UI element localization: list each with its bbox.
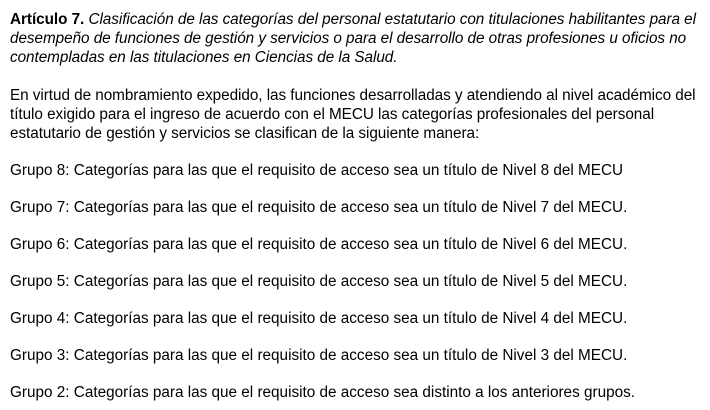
article-heading	[10, 10, 710, 67]
group-item-4: Grupo 4: Categorías para las que el requisito de acceso sea un título de Nivel 4 del MECU.	[10, 310, 628, 327]
group-item-8: Grupo 8: Categorías para las que el requisito de acceso sea un título de Nivel 8 del MECU	[10, 162, 624, 179]
intro-paragraph: En virtud de nombramiento expedido, las funciones desarrolladas y atendiendo al nivel académico del título exigido para el ingreso de acuerdo con el MECU las categorías profesionales del personal estatutario de gestión y servicios se clasifican de la siguiente manera:	[10, 87, 696, 142]
document-body	[10, 10, 710, 402]
group-item-2: Grupo 2: Categorías para las que el requisito de acceso sea distinto a los anteriores grupos.	[10, 384, 635, 401]
article-title: Clasificación de las categorías del personal estatutario con titulaciones habilitantes para el desempeño de funciones de gestión y servicios o para el desarrollo de otras profesiones u oficios no contempladas en las titulaciones en Ciencias de la Salud.	[10, 11, 696, 66]
article-number: Artículo 7.	[10, 11, 85, 28]
group-item-3: Grupo 3: Categorías para las que el requisito de acceso sea un título de Nivel 3 del MECU.	[10, 347, 628, 364]
group-item-5: Grupo 5: Categorías para las que el requisito de acceso sea un título de Nivel 5 del MECU.	[10, 273, 628, 290]
group-item-7: Grupo 7: Categorías para las que el requisito de acceso sea un título de Nivel 7 del MECU.	[10, 199, 628, 216]
group-item-6: Grupo 6: Categorías para las que el requisito de acceso sea un título de Nivel 6 del MECU.	[10, 236, 628, 253]
group-list	[10, 161, 710, 402]
